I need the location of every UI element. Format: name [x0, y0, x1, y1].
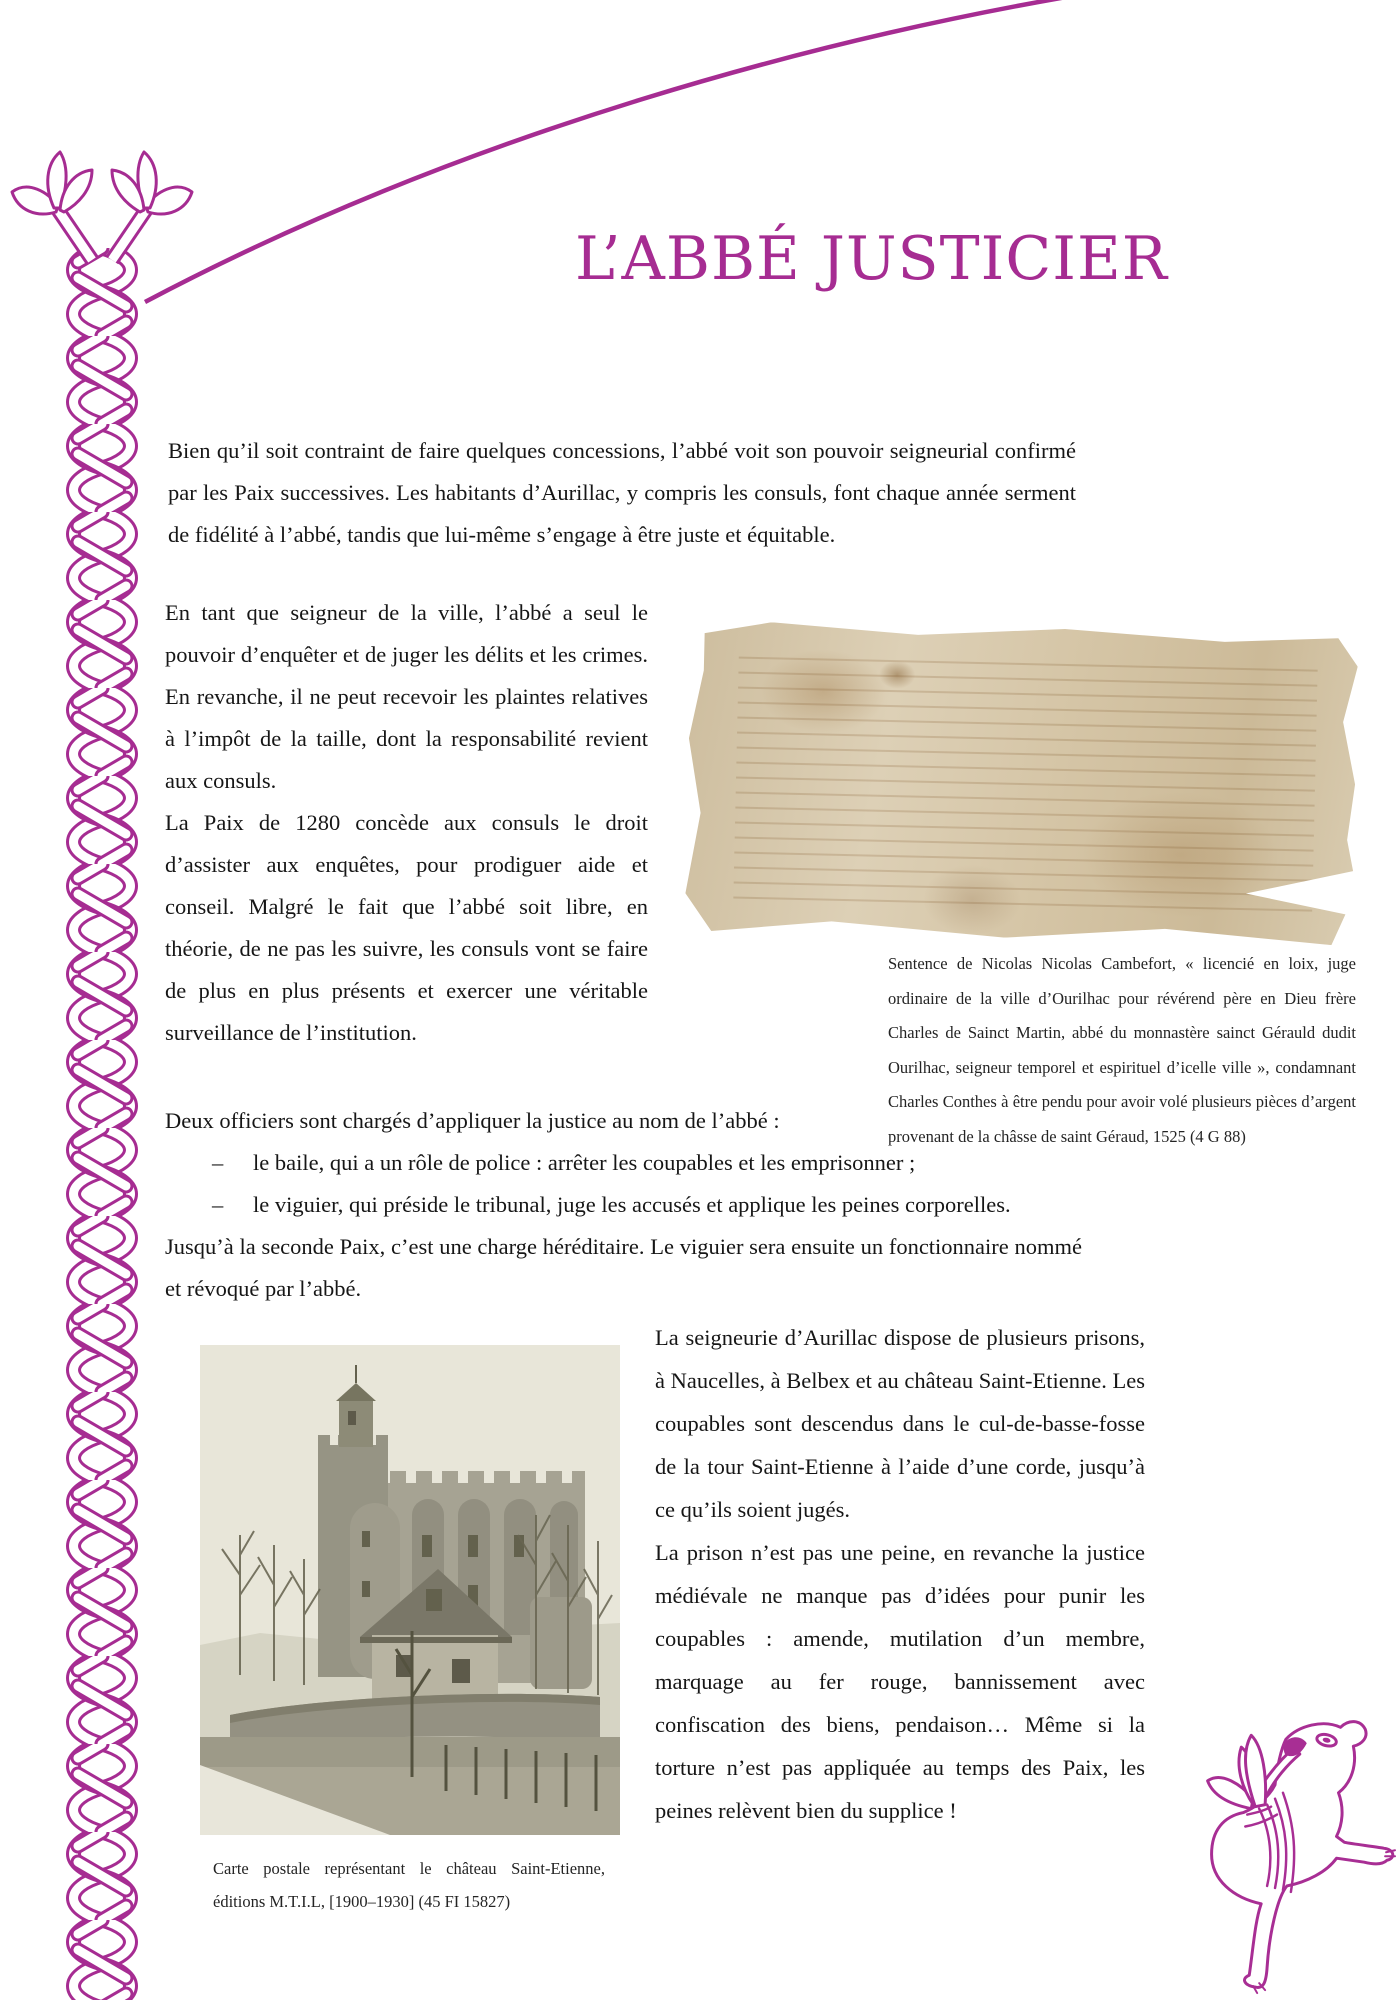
- justice-column: [165, 592, 648, 1054]
- officers-item-viguier: [165, 1184, 1082, 1226]
- manuscript-script-lines: [733, 648, 1318, 915]
- prisons-paragraph-1: La seigneurie d’Aurillac dispose de plusieurs prisons, à Naucelles, à Belbex et au château Saint-Etienne. Les coupables sont descendus dans le cul-de-basse-fosse de la tour Saint-Etienne à l’aide d’une corde, jusqu’à ce qu’ils soient jugés.: [655, 1325, 1145, 1522]
- prisons-paragraph-2: La prison n’est pas une peine, en revanche la justice médiévale ne manque pas d’idées pour punir les coupables : amende, mutilation d’un membre, marquage au fer rouge, bannissement avec confiscation des biens, pendaison… Même si la torture n’est pas appliquée au temps des Paix, les peines relèvent bien du supplice !: [655, 1540, 1145, 1823]
- intro-paragraph: Bien qu’il soit contraint de faire quelques concessions, l’abbé voit son pouvoir seigneurial confirmé par les Paix successives. Les habitants d’Aurillac, y compris les consuls, font chaque année serment de fidélité à l’abbé, tandis que lui-même s’engage à être juste et équitable.: [168, 438, 1076, 547]
- officers-section: [165, 1100, 1082, 1310]
- chateau-photo: [200, 1345, 620, 1835]
- officers-lead: Deux officiers sont chargés d’appliquer la justice au nom de l’abbé :: [165, 1108, 780, 1133]
- officers-item-viguier-text: le viguier, qui préside le tribunal, juge les accusés et applique les peines corporelles.: [253, 1192, 1011, 1217]
- list-dash: –: [212, 1192, 224, 1217]
- officers-item-baile: [165, 1142, 1082, 1184]
- parchment-caption: Sentence de Nicolas Nicolas Cambefort, « licencié en loix, juge ordinaire de la ville d’Ourilhac pour révérend père en Dieu frère Charles de Sainct Martin, abbé du monnastère sainct Gérauld dudit Ourilhac, seigneur temporel et espirituel d’icelle ville », condamnant Charles Conthes à être pendu pour avoir volé plusieurs pièces d’argent provenant de la châsse de saint Géraud, 1525 (4 G 88): [888, 954, 1356, 1146]
- justice-paragraph-1: En tant que seigneur de la ville, l’abbé a seul le pouvoir d’enquêter et de juger les délits et les crimes. En revanche, il ne peut recevoir les plaintes relatives à l’impôt de la taille, dont la responsabilité revient aux consuls.: [165, 600, 648, 793]
- medieval-beast-icon: [1158, 1648, 1400, 2000]
- list-dash: –: [212, 1150, 224, 1175]
- braid-border-ornament: [0, 108, 210, 2000]
- page-title: L’ABBÉ JUSTICIER: [575, 224, 1168, 295]
- fleur-de-lis-ornament: [12, 152, 192, 260]
- officers-tail: Jusqu’à la seconde Paix, c’est une charge héréditaire. Le viguier sera ensuite un fonctionnaire nommé et révoqué par l’abbé.: [165, 1234, 1082, 1301]
- chateau-caption: Carte postale représentant le château Saint-Etienne, éditions M.T.I.L, [1900–1930] (45 FI 15827): [213, 1859, 605, 1911]
- justice-paragraph-2: La Paix de 1280 concède aux consuls le droit d’assister aux enquêtes, pour prodiguer aide et conseil. Malgré le fait que l’abbé soit libre, en théorie, de ne pas les suivre, les consuls vont se faire de plus en plus présents et exercer une véritable surveillance de l’institution.: [165, 810, 648, 1045]
- officers-item-baile-text: le baile, qui a un rôle de police : arrêter les coupables et les emprisonner ;: [253, 1150, 916, 1175]
- parchment-image: [685, 620, 1359, 945]
